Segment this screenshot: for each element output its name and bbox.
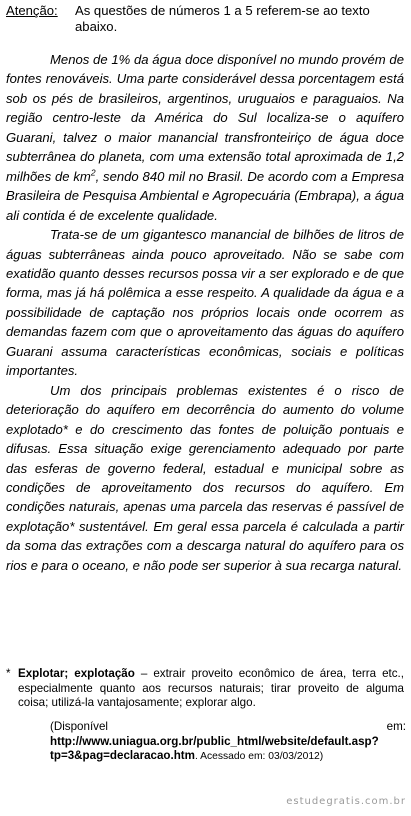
watermark: estudegratis.com.br <box>286 796 406 807</box>
paragraph-1-text-a: Menos de 1% da água doce disponível no mundo provém de fontes renováveis. Uma parte considerável dessa porcentagem está sob os pés de brasileiros, argentinos, uruguaios e paraguaios. Na região centro-leste da América do Sul localiza-se o aquífero Guarani, talvez o maior manancial transfronteiriço de água doce subterrânea do planeta, com uma extensão total aproximada de 1,2 milhões de km <box>6 52 404 184</box>
source-accessed: . Acessado em: 03/03/2012) <box>194 751 324 762</box>
footnote-text <box>18 667 404 711</box>
superscript-2: 2 <box>90 167 96 178</box>
paragraph-1 <box>6 50 404 225</box>
paragraph-3: Um dos principais problemas existentes é o risco de deterioração do aquífero em decorrência do aumento do volume explotado* e do crescimento das fontes de poluição pontuais e difusas. Essa situação exige gerenciamento adequado por parte das esferas de governo federal, estadual e municipal sobre as condições de aproveitamento dos recursos do aquífero. Em condições naturais, apenas uma parcela das reservas é passível de explotação* sustentável. Em geral essa parcela é calculada a partir da soma das extrações com a descarga natural do aquífero para os rios e para o oceano, e não pode ser superior à sua recarga natural. <box>6 382 404 573</box>
source-url[interactable]: http://www.uniagua.org.br/public_html/website/default.asp?tp=3&pag=declaracao.htm <box>50 734 379 762</box>
instruction-text: As questões de números 1 a 5 referem-se ao texto abaixo. <box>75 3 370 34</box>
paragraph-1-text-b: , sendo 840 mil no Brasil. De acordo com a Empresa Brasileira de Pesquisa Ambiental e Agropecuária (Embrapa), a água ali contida é de excelente qualidade. <box>6 168 404 223</box>
source-prefix: (Disponível em: <box>50 720 406 733</box>
attention-label: Atenção: <box>6 3 58 18</box>
footnote-definition: – extrair proveito econômico de área, terra etc., especialmente quanto aos recursos naturais; tirar proveito de alguma coisa; utilizá-la vantajosamente; explorar algo. <box>18 667 404 709</box>
footnote <box>6 667 404 711</box>
article-body <box>6 50 404 575</box>
paragraph-2: Trata-se de um gigantesco manancial de bilhões de litros de águas subterrâneas ainda pouco aproveitado. Não se sabe com exatidão quanto desses recursos possa vir a ser explorado e de que forma, mas já há polêmica a esse respeito. A qualidade da água e a possibilidade de captação nos próprios locais onde ocorrem as demandas fazem com que o aproveitamento das águas do aquífero Guarani assuma características econômicas, sociais e políticas importantes. <box>6 227 404 379</box>
footnote-term: Explotar; explotação <box>18 667 135 680</box>
footnote-marker: * <box>6 667 11 680</box>
source-citation <box>50 720 406 765</box>
